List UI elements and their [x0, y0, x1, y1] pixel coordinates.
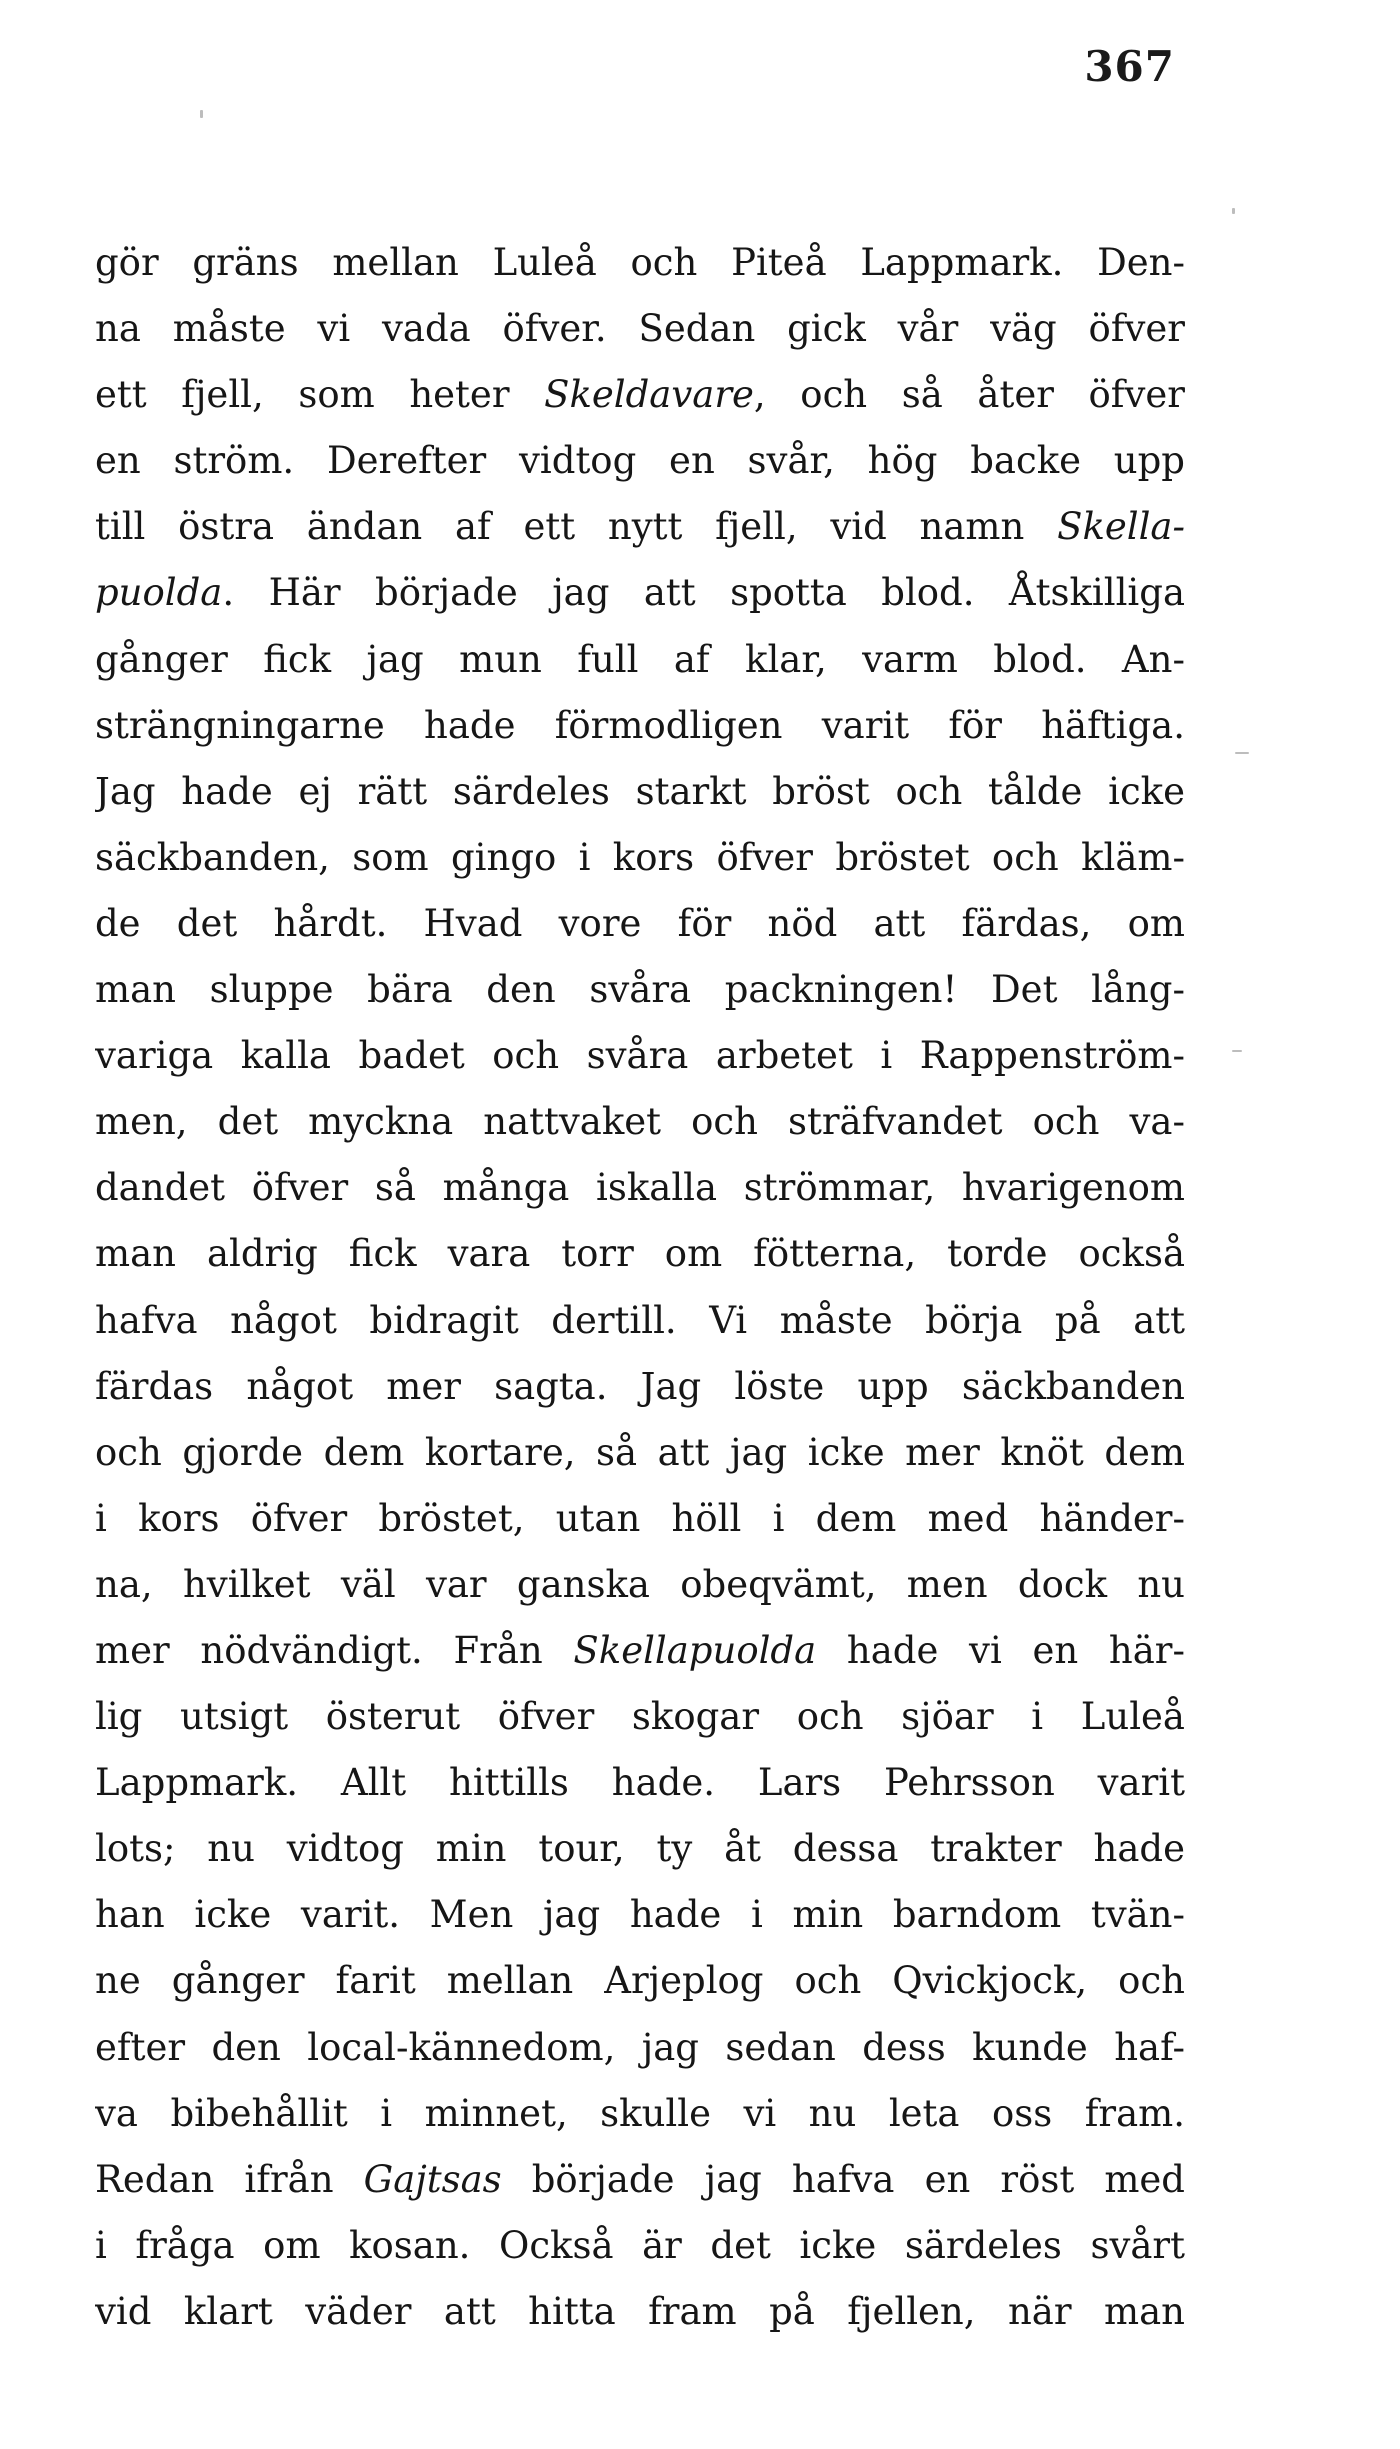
text-line — [95, 1420, 1185, 1486]
text-segment: började jag hafva en röst med — [501, 2157, 1185, 2201]
text-line — [95, 1948, 1185, 2014]
text-segment: Redan ifrån — [95, 2157, 364, 2201]
text-line — [95, 759, 1185, 825]
text-segment: na måste vi vada öfver. Sedan gick vår väg öfver — [95, 307, 1185, 351]
text-line — [95, 1816, 1185, 1882]
text-segment: gör gräns mellan Luleå och Piteå Lappmark. Den- — [95, 241, 1185, 284]
text-line — [95, 1089, 1185, 1155]
text-line — [95, 957, 1185, 1023]
text-segment: , och så åter öfver — [753, 373, 1185, 417]
text-segment: de det hårdt. Hvad vore för nöd att färdas, om — [95, 901, 1185, 945]
text-segment: men, det myckna nattvaket och sträfvandet och va- — [95, 1100, 1185, 1144]
text-segment: lig utsigt österut öfver skogar och sjöar i Luleå — [95, 1695, 1185, 1739]
text-segment: efter den local-kännedom, jag sedan dess kunde haf- — [95, 2025, 1185, 2069]
text-line — [95, 1486, 1185, 1552]
text-line — [95, 2213, 1185, 2279]
italic-place-name: Skella- — [1057, 505, 1185, 549]
text-line — [95, 1023, 1185, 1089]
text-segment: gånger fick jag mun full af klar, varm blod. An- — [95, 637, 1185, 681]
text-segment: dandet öfver så många iskalla strömmar, hvarigenom — [95, 1166, 1185, 1210]
text-segment: man aldrig fick vara torr om fötterna, torde också — [95, 1232, 1185, 1276]
text-line — [95, 362, 1185, 428]
text-segment: variga kalla badet och svåra arbetet i Rappenström- — [95, 1034, 1185, 1078]
text-segment: i kors öfver bröstet, utan höll i dem med händer- — [95, 1496, 1185, 1540]
print-speck — [1232, 208, 1235, 214]
text-segment: va bibehållit i minnet, skulle vi nu leta oss fram. — [95, 2091, 1185, 2135]
text-segment: till östra ändan af ett nytt fjell, vid namn — [95, 505, 1058, 549]
text-line — [95, 2081, 1185, 2147]
text-segment: mer nödvändigt. Från — [95, 1628, 574, 1672]
text-line — [95, 1354, 1185, 1420]
italic-place-name: Gajtsas — [363, 2157, 502, 2201]
text-line — [95, 1618, 1185, 1684]
body-text — [95, 230, 1185, 2345]
text-line — [95, 1155, 1185, 1221]
text-line — [95, 1221, 1185, 1287]
text-line — [95, 1882, 1185, 1948]
text-line — [95, 693, 1185, 759]
text-line — [95, 494, 1185, 560]
text-line — [95, 627, 1185, 693]
text-segment: ne gånger farit mellan Arjeplog och Qvickjock, och — [95, 1959, 1185, 2003]
page-number: 367 — [1084, 42, 1175, 91]
print-speck — [1235, 752, 1249, 754]
text-line — [95, 296, 1185, 362]
text-segment: Jag hade ej rätt särdeles starkt bröst och tålde icke — [95, 769, 1185, 813]
text-segment: han icke varit. Men jag hade i min barndom tvän- — [95, 1893, 1185, 1937]
text-line — [95, 825, 1185, 891]
text-segment: och gjorde dem kortare, så att jag icke mer knöt dem — [95, 1430, 1185, 1474]
text-segment: vid klart väder att hitta fram på fjellen, när man — [95, 2289, 1185, 2333]
text-segment: hade vi en här- — [816, 1628, 1185, 1672]
text-segment: färdas något mer sagta. Jag löste upp säckbanden — [95, 1364, 1185, 1408]
text-line — [95, 1552, 1185, 1618]
print-speck — [1232, 1050, 1242, 1052]
text-line — [95, 2279, 1185, 2345]
italic-place-name: puolda — [95, 571, 223, 615]
text-segment: na, hvilket väl var ganska obeqvämt, men dock nu — [95, 1562, 1185, 1606]
text-segment: hafva något bidragit dertill. Vi måste börja på att — [95, 1298, 1185, 1342]
text-line — [95, 428, 1185, 494]
text-segment: Lappmark. Allt hittills hade. Lars Pehrsson varit — [95, 1761, 1185, 1805]
text-line — [95, 891, 1185, 957]
text-segment: ett fjell, som heter — [95, 373, 545, 417]
text-segment: man sluppe bära den svåra packningen! Det lång- — [95, 968, 1185, 1012]
italic-place-name: Skellapuolda — [573, 1628, 817, 1672]
text-segment: . Här började jag att spotta blod. Åtskilliga — [222, 571, 1185, 615]
text-segment: säckbanden, som gingo i kors öfver bröstet och kläm- — [95, 835, 1185, 879]
text-line — [95, 1750, 1185, 1816]
text-segment: en ström. Derefter vidtog en svår, hög backe upp — [95, 439, 1185, 483]
text-line — [95, 2147, 1185, 2213]
text-segment: lots; nu vidtog min tour, ty åt dessa trakter hade — [95, 1827, 1185, 1871]
text-segment: i fråga om kosan. Också är det icke särdeles svårt — [95, 2223, 1185, 2267]
text-line — [95, 1684, 1185, 1750]
text-line — [95, 1288, 1185, 1354]
print-speck — [200, 110, 203, 118]
text-line — [95, 2015, 1185, 2081]
italic-place-name: Skeldavare — [544, 373, 754, 417]
text-segment: strängningarne hade förmodligen varit för häftiga. — [95, 703, 1185, 747]
text-line — [95, 560, 1185, 626]
text-line — [95, 230, 1185, 296]
